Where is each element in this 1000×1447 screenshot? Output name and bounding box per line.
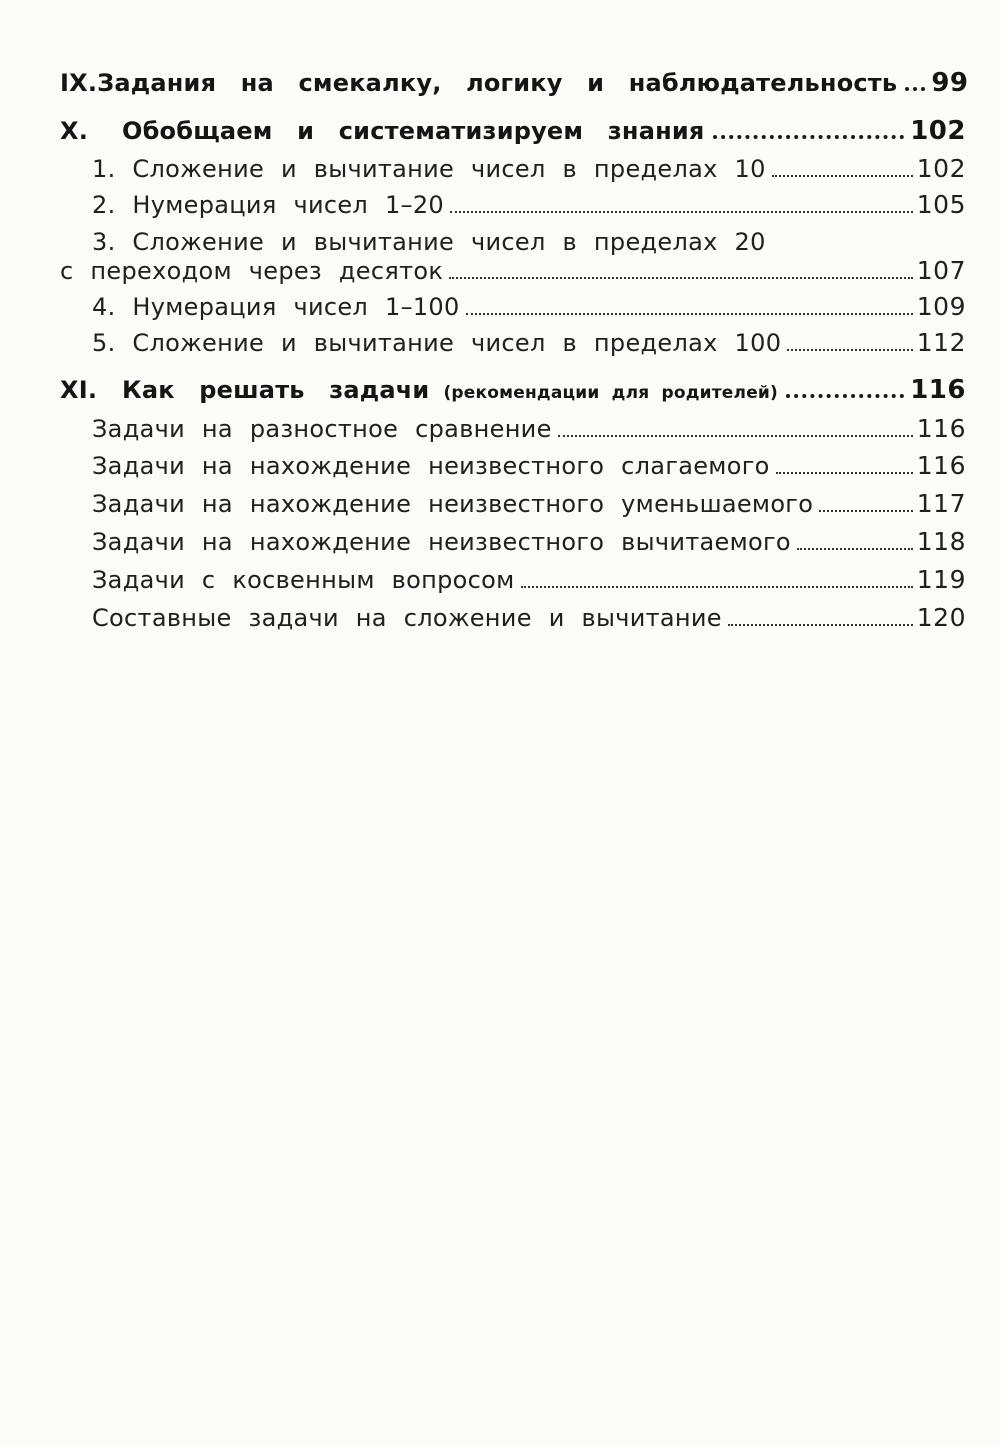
item-page-number: 112 [916,328,966,357]
item-title: 2. Нумерация чисел 1–20 [92,191,445,219]
item-title: Задачи на нахождение неизвестного слагаемого [92,452,770,480]
toc-item[interactable] [92,489,966,518]
dot-leader [786,394,904,398]
section-number: X. [60,117,89,145]
dot-leader [728,624,913,626]
toc-section-xi[interactable] [60,375,966,405]
item-title: 4. Нумерация чисел 1–100 [92,293,460,321]
toc-section-ix[interactable] [60,68,969,98]
toc-item[interactable] [92,414,966,443]
item-page-number: 107 [916,256,966,285]
toc-item[interactable] [92,527,966,556]
section-number: IX. [60,69,98,97]
item-title-line2: с переходом через десяток [60,257,444,285]
section-note: (рекомендации для родителей) [443,383,779,403]
toc-item[interactable] [92,603,966,632]
toc-item[interactable] [92,190,966,219]
item-title: Задачи на нахождение неизвестного вычитаемого [92,528,791,556]
item-page-number: 119 [916,565,966,594]
dot-leader [450,211,913,213]
item-page-number: 105 [916,190,966,219]
item-page-number: 109 [916,292,966,321]
dot-leader [466,313,913,315]
dot-leader [713,135,905,139]
section-page-number: 116 [910,375,966,405]
section-page-number: 102 [910,116,966,146]
dot-leader [449,277,913,279]
dot-leader [776,472,913,474]
dot-leader [772,175,913,177]
section-number: XI. [60,376,98,404]
section-title: Обобщаем и систематизируем знания [122,117,705,145]
item-title: 1. Сложение и вычитание чисел в пределах 10 [92,155,766,183]
item-title: Задачи на разностное сравнение [92,415,552,443]
section-title: Как решать задачи [122,376,430,404]
dot-leader [521,586,913,588]
item-page-number: 118 [916,527,966,556]
toc-section-x[interactable] [60,116,966,146]
dot-leader [558,435,913,437]
item-page-number: 116 [916,451,966,480]
item-title: 5. Сложение и вычитание чисел в пределах 100 [92,329,782,357]
toc-item[interactable] [92,451,966,480]
item-title: Составные задачи на сложение и вычитание [92,604,722,632]
toc-item[interactable] [60,256,966,285]
item-page-number: 120 [916,603,966,632]
dot-leader [797,548,913,550]
toc-item[interactable] [92,565,966,594]
item-title: Задачи на нахождение неизвестного уменьшаемого [92,490,814,518]
dot-leader [787,349,913,351]
section-page-number: 99 [931,68,969,98]
item-page-number: 102 [916,154,966,183]
item-page-number: 116 [916,414,966,443]
section-title: Задания на смекалку, логику и наблюдательность [97,69,898,97]
item-title-line1: 3. Сложение и вычитание чисел в пределах 20 [92,228,766,256]
item-title: Задачи с косвенным вопросом [92,566,515,594]
dot-leader [819,510,913,512]
toc-item[interactable] [92,292,966,321]
dot-leader [905,87,925,91]
toc-item[interactable] [92,328,966,357]
toc-item[interactable] [92,154,966,183]
item-page-number: 117 [916,489,966,518]
